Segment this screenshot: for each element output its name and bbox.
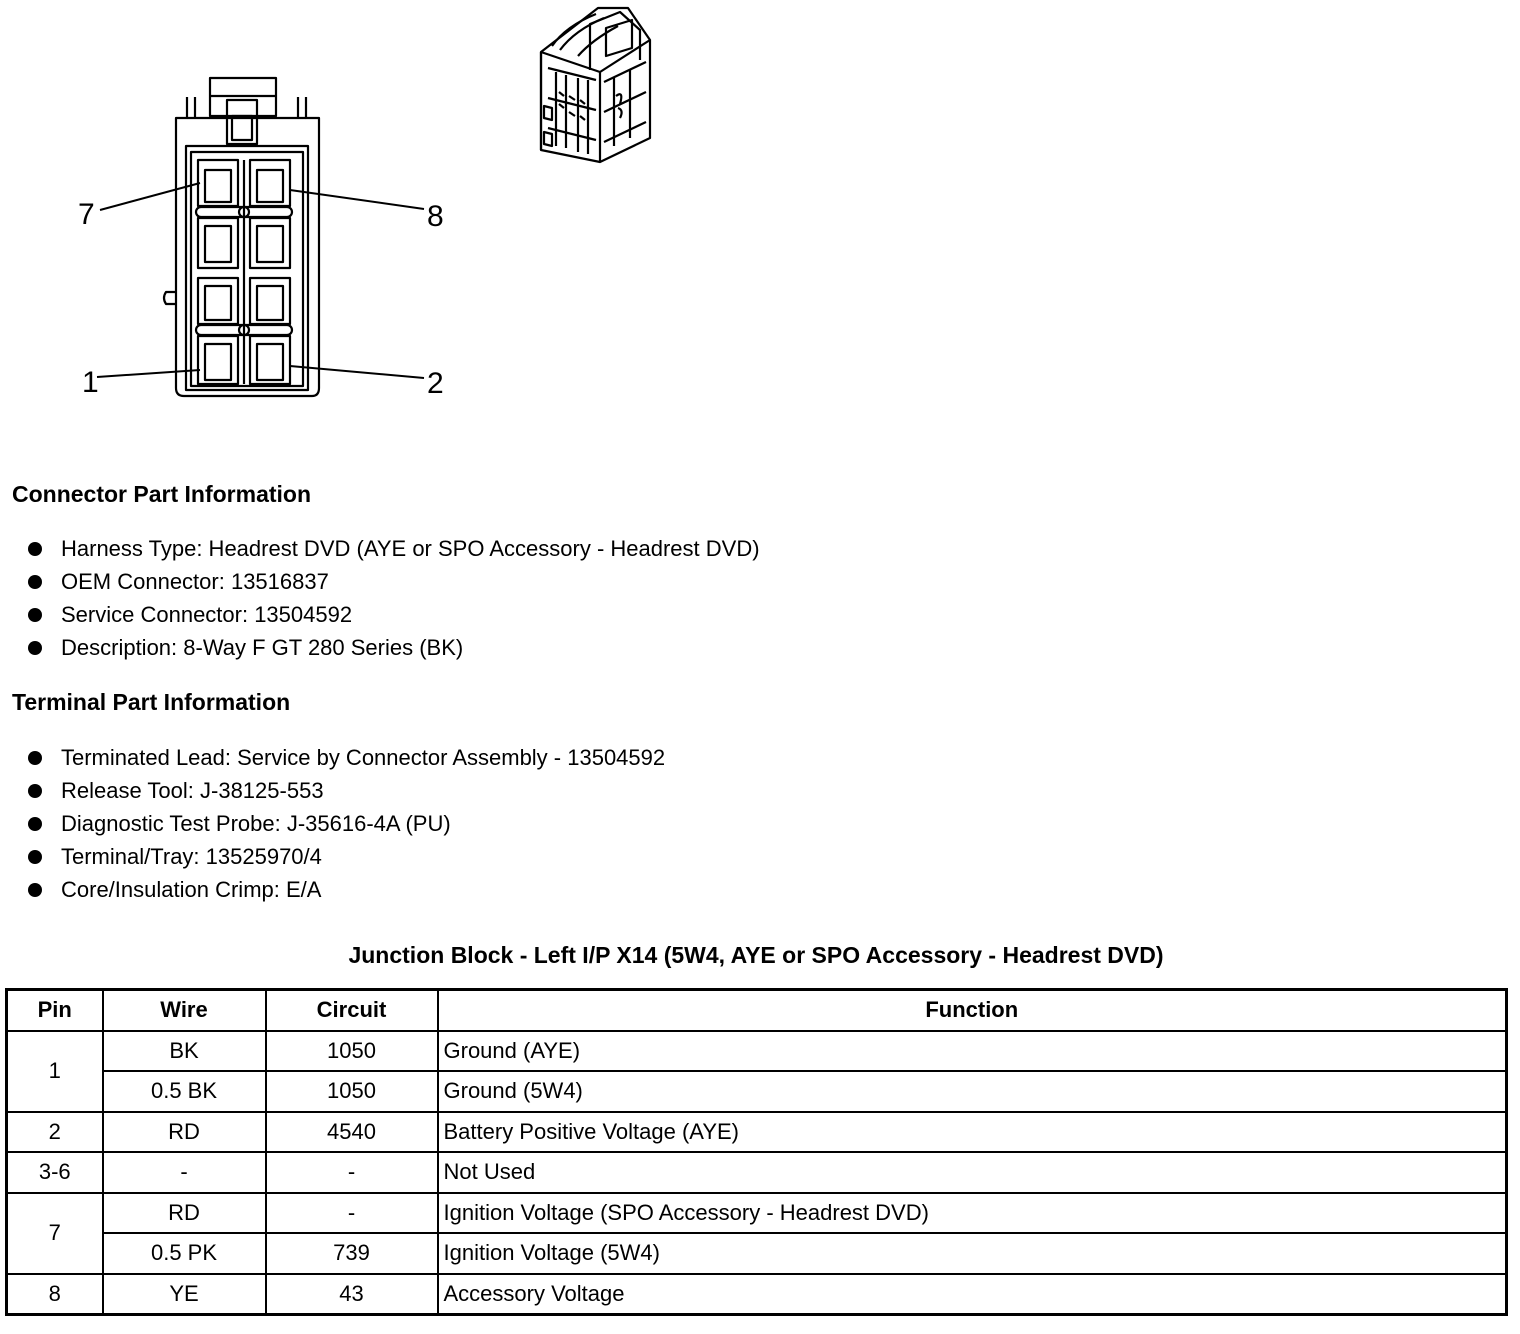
header-pin: Pin [7, 990, 103, 1031]
cell-pin: 3-6 [7, 1152, 103, 1193]
terminal-info-title: Terminal Part Information [12, 689, 291, 715]
cell-function: Not Used [438, 1152, 1507, 1193]
header-function: Function [438, 990, 1507, 1031]
cell-circuit: - [266, 1152, 438, 1193]
connector-diagram [0, 0, 700, 420]
cell-wire: - [103, 1152, 266, 1193]
header-wire: Wire [103, 990, 266, 1031]
cell-pin: 1 [7, 1031, 103, 1112]
cell-pin: 2 [7, 1112, 103, 1153]
connector-face-view [164, 78, 319, 396]
bullet-icon [28, 542, 42, 556]
cell-pin: 8 [7, 1274, 103, 1315]
bullet-icon [28, 575, 42, 589]
table-title: Junction Block - Left I/P X14 (5W4, AYE or SPO Accessory - Headrest DVD) [348, 942, 1164, 968]
pin-label-1: 1 [82, 366, 99, 399]
bullet-icon [28, 883, 42, 897]
list-item: Description: 8-Way F GT 280 Series (BK) [28, 631, 760, 664]
cell-wire: RD [103, 1112, 266, 1153]
cell-circuit: 4540 [266, 1112, 438, 1153]
cell-circuit: 1050 [266, 1031, 438, 1072]
list-item: Terminal/Tray: 13525970/4 [28, 840, 665, 873]
table-row [7, 1152, 1507, 1193]
cell-function: Ground (AYE) [438, 1031, 1507, 1072]
bullet-icon [28, 850, 42, 864]
pin-labels [78, 198, 444, 400]
bullet-icon [28, 751, 42, 765]
cell-wire: RD [103, 1193, 266, 1234]
table-row [7, 1031, 1507, 1072]
list-item: Release Tool: J-38125-553 [28, 774, 665, 807]
cell-function: Accessory Voltage [438, 1274, 1507, 1315]
list-item: Terminated Lead: Service by Connector Assembly - 13504592 [28, 741, 665, 774]
table-row [7, 1071, 1507, 1112]
pin-label-7: 7 [78, 198, 95, 231]
cell-circuit: - [266, 1193, 438, 1234]
table-row [7, 1233, 1507, 1274]
table-row [7, 1193, 1507, 1234]
cell-circuit: 1050 [266, 1071, 438, 1112]
list-item: Service Connector: 13504592 [28, 598, 760, 631]
cell-function: Ignition Voltage (5W4) [438, 1233, 1507, 1274]
cell-circuit: 43 [266, 1274, 438, 1315]
cell-circuit: 739 [266, 1233, 438, 1274]
cell-pin: 7 [7, 1193, 103, 1274]
table-header-row [7, 990, 1507, 1031]
list-item: OEM Connector: 13516837 [28, 565, 760, 598]
bullet-icon [28, 608, 42, 622]
cell-wire: BK [103, 1031, 266, 1072]
table-row [7, 1274, 1507, 1315]
cell-function: Battery Positive Voltage (AYE) [438, 1112, 1507, 1153]
cell-function: Ground (5W4) [438, 1071, 1507, 1112]
pin-label-2: 2 [427, 367, 444, 400]
header-circuit: Circuit [266, 990, 438, 1031]
cell-wire: 0.5 BK [103, 1071, 266, 1112]
terminal-info-list [28, 741, 665, 906]
list-item: Harness Type: Headrest DVD (AYE or SPO Accessory - Headrest DVD) [28, 532, 760, 565]
connector-info-list [28, 532, 760, 664]
pin-label-8: 8 [427, 200, 444, 233]
connector-isometric-view [541, 8, 650, 162]
cell-function: Ignition Voltage (SPO Accessory - Headrest DVD) [438, 1193, 1507, 1234]
list-item: Diagnostic Test Probe: J-35616-4A (PU) [28, 807, 665, 840]
cell-wire: 0.5 PK [103, 1233, 266, 1274]
connector-info-title: Connector Part Information [12, 481, 312, 507]
cell-wire: YE [103, 1274, 266, 1315]
pinout-table [5, 988, 1508, 1316]
bullet-icon [28, 784, 42, 798]
table-row [7, 1112, 1507, 1153]
bullet-icon [28, 641, 42, 655]
list-item: Core/Insulation Crimp: E/A [28, 873, 665, 906]
bullet-icon [28, 817, 42, 831]
